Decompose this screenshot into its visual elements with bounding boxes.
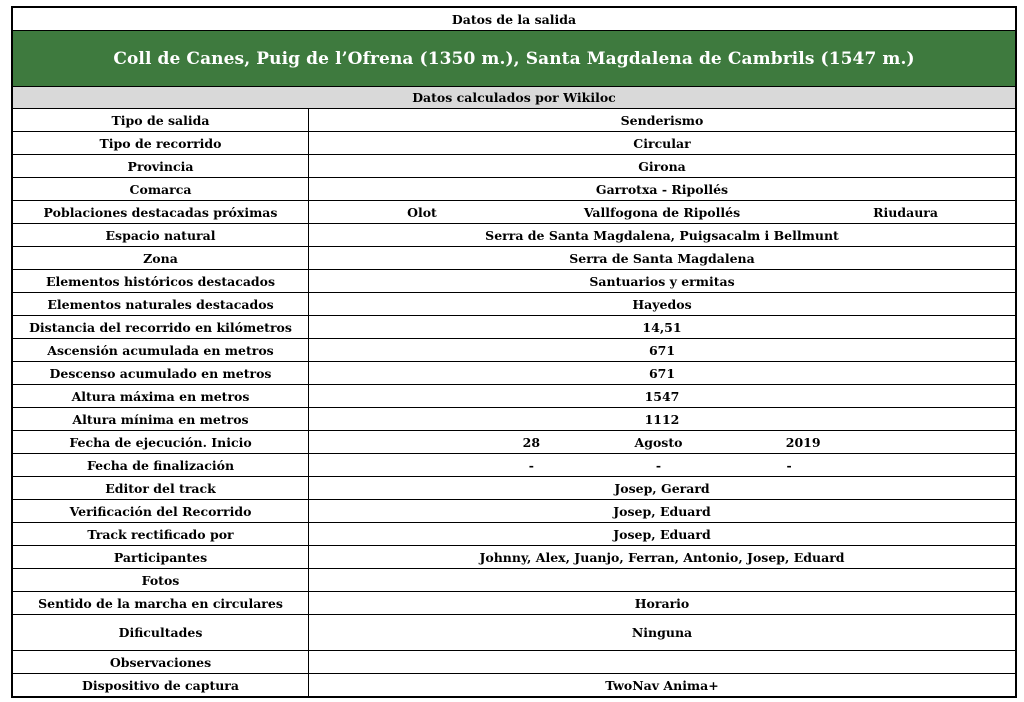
- row-zona: [13, 247, 1015, 270]
- row-value: Girona: [638, 158, 686, 174]
- row-label: Observaciones: [13, 651, 309, 673]
- row-label: Altura mínima en metros: [13, 408, 309, 430]
- row-ascension: [13, 339, 1015, 362]
- fecha-fin-dia: -: [528, 457, 534, 473]
- poblacion-1: Olot: [407, 204, 437, 220]
- row-label: Editor del track: [13, 477, 309, 499]
- row-value: Ninguna: [631, 625, 693, 640]
- row-value: 1547: [644, 388, 680, 404]
- row-value: Santuarios y ermitas: [589, 273, 735, 289]
- row-label: Tipo de salida: [13, 109, 309, 131]
- row-value: Johnny, Alex, Juanjo, Ferran, Antonio, Josep, Eduard: [479, 549, 845, 565]
- row-label: Comarca: [13, 178, 309, 200]
- row-value: Circular: [633, 135, 691, 151]
- row-altura-min: [13, 408, 1015, 431]
- row-label: Poblaciones destacadas próximas: [13, 201, 309, 223]
- row-value: 14,51: [642, 319, 682, 335]
- fecha-inicio-mes: Agosto: [634, 434, 683, 450]
- section-title: Datos de la salida: [13, 8, 1015, 31]
- row-dificultades: [13, 615, 1015, 651]
- row-value: Josep, Gerard: [614, 480, 710, 496]
- row-label: Espacio natural: [13, 224, 309, 246]
- route-title: Coll de Canes, Puig de l’Ofrena (1350 m.), Santa Magdalena de Cambrils (1547 m.): [13, 31, 1015, 87]
- row-value: Josep, Eduard: [613, 526, 711, 542]
- row-elementos-historicos: [13, 270, 1015, 293]
- row-fotos: [13, 569, 1015, 592]
- row-value: 1112: [644, 411, 680, 427]
- poblacion-2: Vallfogona de Ripollés: [583, 204, 741, 220]
- row-descenso: [13, 362, 1015, 385]
- row-verificacion: [13, 500, 1015, 523]
- calc-title: Datos calculados por Wikiloc: [13, 87, 1015, 109]
- fecha-fin-anio: -: [786, 457, 792, 473]
- row-value-multi: [309, 454, 1015, 476]
- row-label: Distancia del recorrido en kilómetros: [13, 316, 309, 338]
- row-label: Fecha de finalización: [13, 454, 309, 476]
- row-value: [309, 569, 1015, 591]
- row-value: Garrotxa - Ripollés: [595, 181, 729, 197]
- fecha-inicio-anio: 2019: [785, 434, 821, 450]
- row-label: Ascensión acumulada en metros: [13, 339, 309, 361]
- route-data-table: [11, 6, 1017, 698]
- fecha-fin-mes: -: [655, 457, 662, 473]
- row-label: Fotos: [13, 569, 309, 591]
- row-tipo-salida: [13, 109, 1015, 132]
- row-elementos-naturales: [13, 293, 1015, 316]
- row-label: Tipo de recorrido: [13, 132, 309, 154]
- row-value: TwoNav Anima+: [605, 677, 719, 693]
- row-label: Participantes: [13, 546, 309, 568]
- row-label: Provincia: [13, 155, 309, 177]
- row-label: Fecha de ejecución. Inicio: [13, 431, 309, 453]
- row-label: Elementos históricos destacados: [13, 270, 309, 292]
- row-fecha-inicio: [13, 431, 1015, 454]
- row-label: Track rectificado por: [13, 523, 309, 545]
- row-dispositivo: [13, 674, 1015, 696]
- row-tipo-recorrido: [13, 132, 1015, 155]
- row-observaciones: [13, 651, 1015, 674]
- row-value-multi: [309, 201, 1015, 223]
- row-value: Hayedos: [632, 296, 692, 312]
- row-altura-max: [13, 385, 1015, 408]
- row-participantes: [13, 546, 1015, 569]
- row-value: Serra de Santa Magdalena, Puigsacalm i Bellmunt: [485, 227, 839, 243]
- poblacion-3: Riudaura: [873, 204, 938, 220]
- row-value: Josep, Eduard: [613, 503, 711, 519]
- row-label: Dispositivo de captura: [13, 674, 309, 696]
- row-value: 671: [648, 342, 676, 358]
- row-label: Sentido de la marcha en circulares: [13, 592, 309, 614]
- row-value: Serra de Santa Magdalena: [569, 250, 755, 266]
- row-rectificado: [13, 523, 1015, 546]
- row-value: 671: [648, 365, 676, 381]
- row-value: [309, 651, 1015, 673]
- row-espacio-natural: [13, 224, 1015, 247]
- fecha-inicio-dia: 28: [522, 434, 541, 450]
- row-label: Altura máxima en metros: [13, 385, 309, 407]
- row-label: Descenso acumulado en metros: [13, 362, 309, 384]
- row-sentido: [13, 592, 1015, 615]
- row-value: Horario: [634, 595, 690, 611]
- row-value-multi: [309, 431, 1015, 453]
- row-poblaciones: [13, 201, 1015, 224]
- row-editor: [13, 477, 1015, 500]
- row-comarca: [13, 178, 1015, 201]
- row-label: Verificación del Recorrido: [13, 500, 309, 522]
- row-fecha-fin: [13, 454, 1015, 477]
- row-label: Elementos naturales destacados: [13, 293, 309, 315]
- row-provincia: [13, 155, 1015, 178]
- row-distancia: [13, 316, 1015, 339]
- row-label: Zona: [13, 247, 309, 269]
- row-label: Dificultades: [13, 615, 309, 650]
- row-value: Senderismo: [620, 112, 704, 128]
